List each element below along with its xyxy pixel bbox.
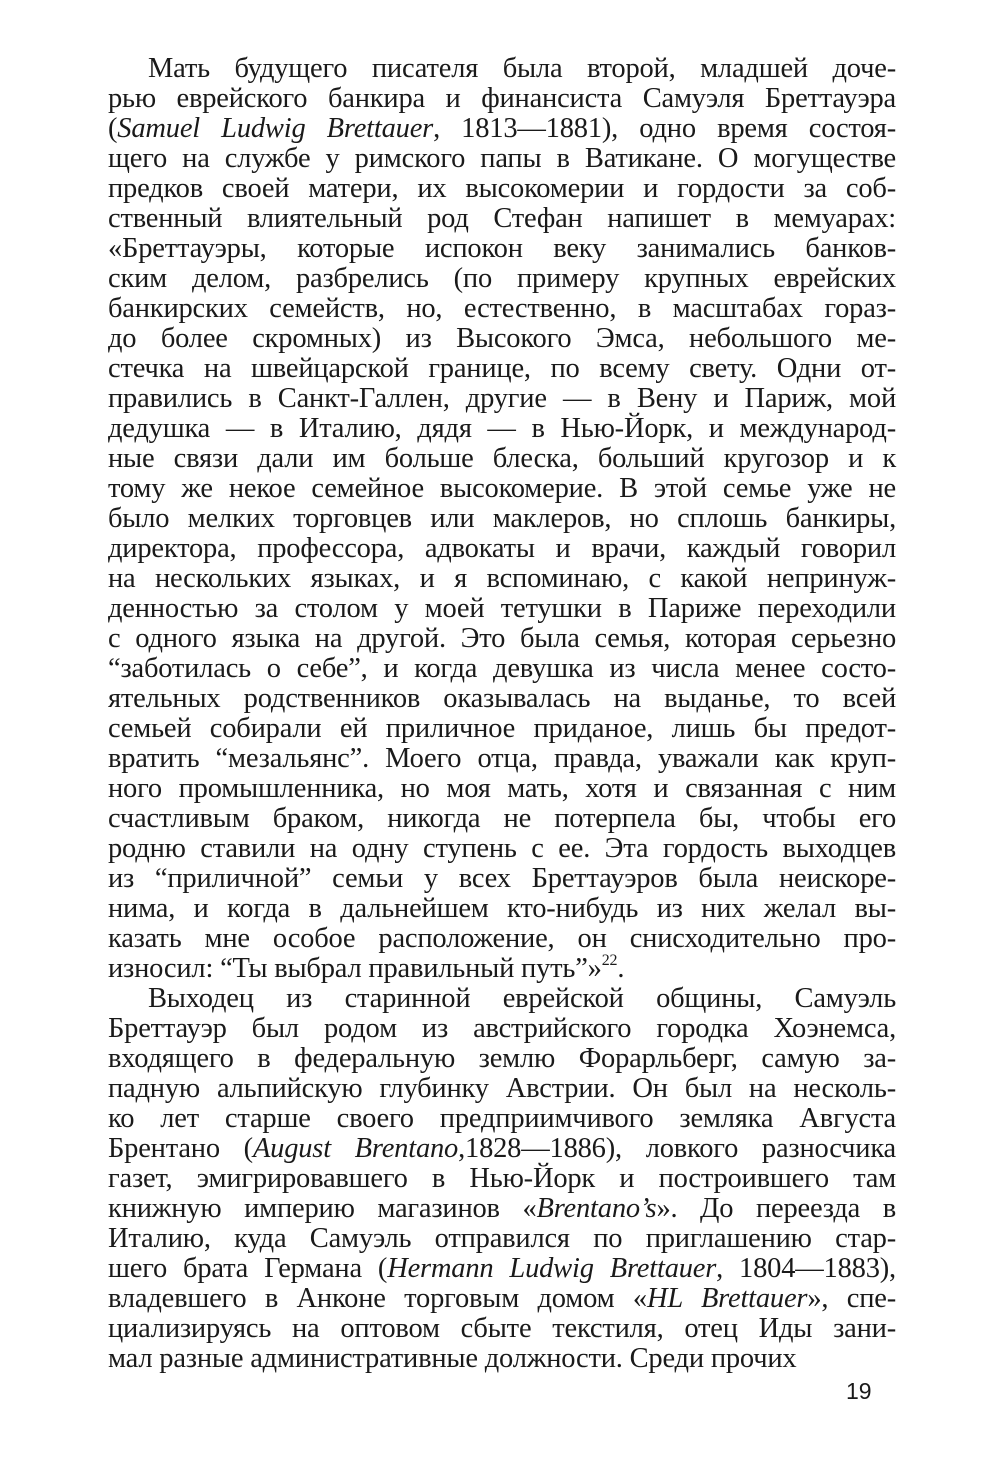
page-body-text [108, 54, 896, 1374]
paragraph [108, 984, 896, 1374]
text-line: ятельных родственников оказывалась на выданье, то всей [108, 683, 896, 714]
text-segment: владевшего в Анконе торговым домом « [108, 1283, 647, 1314]
text-line: банкирских семейств, но, естественно, в масштабах гораз- [108, 293, 896, 324]
text-line: счастливым браком, никогда не потерпела бы, чтобы его [108, 803, 896, 834]
text-line: стечка на швейцарской границе, по всему свету. Одни от- [108, 353, 896, 384]
text-line: мал разные административные должности. Среди прочих [108, 1343, 797, 1374]
text-line: «Бреттауэры, которые испокон веку занимались банков- [108, 233, 896, 264]
text-line: из “приличной” семьи у всех Бреттауэров была неискоре- [108, 863, 896, 894]
text-line [108, 954, 896, 984]
text-line: входящего в федеральную землю Форарльберг, самую за- [108, 1043, 896, 1074]
paragraph [108, 54, 896, 984]
text-line: Мать будущего писателя была второй, младшей доче- [148, 53, 896, 84]
text-line: родню ставили на одну ступень с ее. Эта гордость выходцев [108, 833, 896, 864]
text-line: падную альпийскую глубинку Австрии. Он был на несколь- [108, 1073, 896, 1104]
text-line: правились в Санкт-Галлен, другие — в Вену и Париж, мой [108, 383, 896, 414]
text-segment: шего брата Германа ( [108, 1253, 388, 1284]
text-line: циализируясь на оптовом сбыте текстиля, отец Иды зани- [108, 1313, 896, 1344]
text-line: на нескольких языках, и я вспоминаю, с какой непринуж- [108, 563, 896, 594]
italic-text: Samuel Ludwig Brettauer [117, 113, 434, 144]
text-line: ного промышленника, но моя мать, хотя и связанная с ним [108, 773, 896, 804]
text-line: директора, профессора, адвокаты и врачи, каждый говорил [108, 533, 896, 564]
text-line: ные связи дали им больше блеска, больший кругозор и к [108, 443, 896, 474]
text-line: щего на службе у римского папы в Ватикане. О могуществе [108, 143, 896, 174]
text-segment: ( [108, 113, 118, 144]
text-line: рью еврейского банкира и финансиста Самуэля Бреттауэра [108, 83, 896, 114]
text-line [108, 1194, 896, 1224]
text-line: до более скромных) из Высокого Эмса, небольшого ме- [108, 323, 896, 354]
text-line: ским делом, разбрелись (по примеру крупных еврейских [108, 263, 896, 294]
text-line: ко лет старше своего предприимчивого земляка Августа [108, 1103, 896, 1134]
text-line: денностью за столом у моей тетушки в Париже переходили [108, 593, 896, 624]
text-segment: износил: “Ты выбрал правильный путь”» [108, 953, 602, 984]
text-line: дедушка — в Италию, дядя — в Нью-Йорк, и международ- [108, 413, 896, 444]
text-line [108, 1134, 896, 1164]
italic-text: Brentano’s [536, 1193, 657, 1224]
text-line: предков своей матери, их высокомерии и гордости за соб- [108, 173, 896, 204]
text-line: семьей собирали ей приличное приданое, лишь бы предот- [108, 713, 896, 744]
text-segment: », спе- [807, 1283, 896, 1314]
text-line [108, 114, 896, 144]
text-line [108, 1284, 896, 1314]
text-segment: . [617, 953, 625, 984]
text-line: было мелких торговцев или маклеров, но сплошь банкиры, [108, 503, 896, 534]
text-line: газет, эмигрировавшего в Нью-Йорк и построившего там [108, 1163, 896, 1194]
text-segment: ,1828—1886), ловкого разносчика [458, 1133, 896, 1164]
italic-text: August Brentano [252, 1133, 459, 1164]
text-segment: Брентано ( [108, 1133, 253, 1164]
italic-text: Hermann Ludwig Brettauer [387, 1253, 717, 1284]
text-line: нима, и когда в дальнейшем кто-нибудь из них желал вы- [108, 893, 896, 924]
text-line: Выходец из старинной еврейской общины, Самуэль [148, 983, 896, 1014]
page-number: 19 [846, 1378, 872, 1404]
text-line: Италию, куда Самуэль отправился по приглашению стар- [108, 1223, 896, 1254]
text-line: вратить “мезальянс”. Моего отца, правда, уважали как круп- [108, 743, 896, 774]
text-line: тому же некое семейное высокомерие. В этой семье уже не [108, 473, 896, 504]
footnote-reference: 22 [601, 952, 618, 969]
text-line: “заботилась о себе”, и когда девушка из числа менее состо- [108, 653, 896, 684]
text-line: Бреттауэр был родом из австрийского городка Хоэнемса, [108, 1013, 896, 1044]
text-segment: , 1813—1881), одно время состоя- [433, 113, 897, 144]
text-line [108, 1254, 896, 1284]
text-segment: ». До переезда в [656, 1193, 896, 1224]
text-segment: книжную империю магазинов « [108, 1193, 537, 1224]
text-line: казать мне особое расположение, он снисходительно про- [108, 923, 896, 954]
text-segment: , 1804—1883), [716, 1253, 896, 1284]
text-line: ственный влиятельный род Стефан напишет в мемуарах: [108, 203, 896, 234]
text-line: с одного языка на другой. Это была семья, которая серьезно [108, 623, 896, 654]
italic-text: HL Brettauer [646, 1283, 808, 1314]
